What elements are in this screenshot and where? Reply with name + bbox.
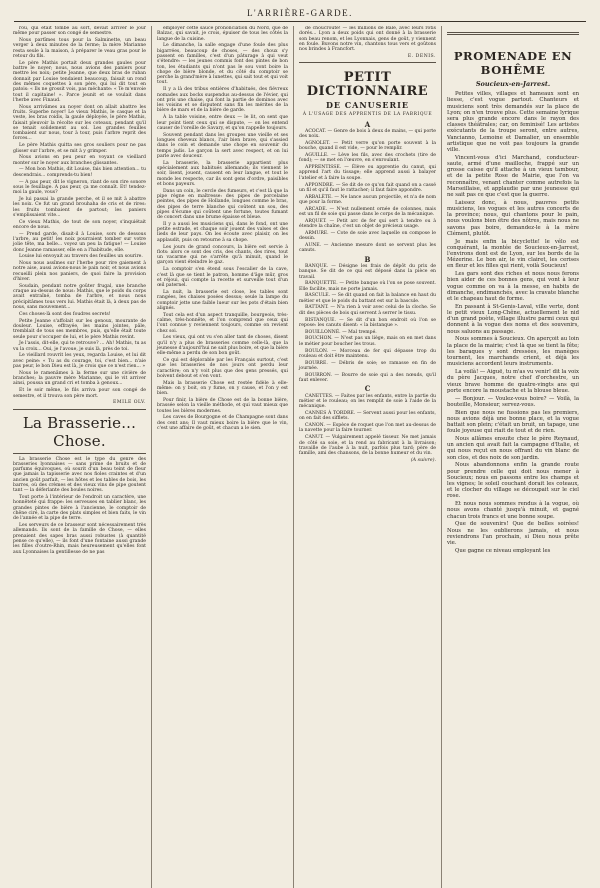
- dictionary-entry: BOURRON. — Bourre de soie qui a des nœuds, qu'il faut enlever.: [299, 372, 436, 384]
- promenade-body: [447, 91, 579, 554]
- dictionary-entry: CANNES À TORDRE. — Servent aussi pour les enfants, on en fait des sifflets.: [299, 411, 436, 422]
- dictionary-entry: ARCADE. — N'est nullement ornée de colonnes, mais est un fil de soie qui passe dans le corps de la mécanique.: [299, 206, 436, 218]
- paragraph: — A pas peur, dit le vigneron, riant de son rire sonore sous le feuillage. A pas peur, ça me connaît. Et! tendez-moi la gaule, vous?: [13, 179, 146, 196]
- paragraph: — Bonjour. — Voulez-vous boire? — Voilà, la bouteille, Monsieur, servez-vous.: [447, 395, 579, 408]
- paragraph: Le dimanche, la salle engage d'une foule des plus bigarrées, beaucoup de choses, — des choux s'y passent en familles, c'est d'un pâturage à qui veut s'étendre: — les jeunes commis font des pintes de bon ton, les étudiants qui n'ont pas le sou vont boire la chope de bière blonde, et du côté du comptoir se perche la grand'mère à lunettes, qui sait tout et qui voit tout.: [157, 43, 288, 86]
- dictionary-entry: APPRENTISSE. — Élève ou apprentie du canut, qui apprend l'art du tissage; elle apprend aussi à balayer l'atelier et à faire la soupe.: [299, 165, 436, 181]
- paragraph: Je l'assis, dit-elle, qui te retrouve? ... Ah! Mathis, tu as vu la croix... Oui, je l'avoue, je suis là, près de toi.: [13, 341, 146, 352]
- paragraph: La brasserie Chose est le type du genre des brasseries lyonnaises — sans prime de bruits et de parfums équivoques, où sourit d'un beau teint de fleur que jamais la tapisserie avec nos fioles craintes et d'un ancien goût parfait, — les hôtes et les tables de bois, les barres, où des crèmes et des vieux vins de pipe goutent tant — la déferlante des boules noires.: [13, 456, 146, 494]
- paragraph: Et nous nous sommes rendus à la vogue, où nous avons chanté jusqu'à minuit, et gagné chacun trois francs et une bonne soupe.: [447, 501, 579, 520]
- paragraph: Nous nous assîmes sur l'herbe pour rire gaiement à notre aise, aussi avions-nous le pain noir, et nous avions recueilli plein nos paniers, de quoi faire la provision d'hiver.: [13, 261, 146, 283]
- dictionary-entry: BANQUETTE. — Petite banque où l'on se pose souvent. Elle facilite, mais ne porte jamais.: [299, 281, 436, 292]
- dictionary-entry: CANUT. — Vulgairement appelé tisseur. Ne met jamais de côté sa soie, et la rend au fabricant à la livraison; travaille de l'aube à la nuit, parfois plus tard; père de famille, ami des chansons, de la bonne humeur et du vin.: [299, 435, 436, 457]
- paragraph: Les serveurs de ce brasseur sont nécessairement très allemands. Ils sont de la famille de Chose, — elles prenaient des sapes bras aussi robustes (à quantité pense ce qu'elle), — ils font d'une fontaine aussi grande les filles d'outre-Rhin, mais heureusement qu'elles font aux Lyonnaises la gentillesse de ne pas: [13, 523, 146, 555]
- paragraph: Il y a là des tribus entières d'habitués, des fiévreux nomades aux bocks suspendus au-dessus de l'évier, qui ont pris une chaise, qui font la partie de dominos avec les voisins et se disputent sans fin les mérites de la bière de mars et de la bière de garde.: [157, 87, 288, 114]
- paragraph: Ce vieux Mathis, de tout de son noyer, s'inquiétait encore de nous.: [13, 219, 146, 230]
- dictionary-letter: A: [364, 119, 371, 129]
- paragraph: Je lui passai la grande perche, et il se mit à abattre les noix. Ce fut un grand brouhaha de cris et de rires: les fruits tombaient de partout; les paniers s'emplissaient vite...: [13, 196, 146, 218]
- paragraph: Petite Jeanne s'affolait sur les genoux, mourante de douleur. Louise, effrayée, les mains jointes, pâle, tremblait de tous ses membres, puis, qu'elle était toute seule pour s'occuper de lui, et le père Mathis revint.: [13, 318, 146, 340]
- paragraph: Petites villes, villages et hameaux sont en liesse, c'est vogue partout. Chanteurs et musiciens sont très demandés sur la place de Lyon; on n'en trouve plus. Cette semaine lyrique sera plus grande encore dans le rayon des classes théâtrales; car, on feminisé! Les artistes exécutants de la troupe seront, entre autres, Vancianno, Lemoine et Damalier, un ensemble artistique que ne voit pas toujours la grande ville.: [447, 91, 579, 154]
- dictionary-entry: AGUILLE. — Lève les fils, avec des crochets (tire de fond); — se met en l'œuvre, en s'enroulant.: [299, 153, 436, 164]
- dictionary-entry: AUNE. — Ancienne mesure dont se servent plus les canuts.: [299, 243, 436, 254]
- dictionary-entry: BANQUE. — Désigne les frais de dépôt du prix de banque. Se dit de ce qui est déposé dans la pièce en travail.: [299, 263, 436, 280]
- paragraph: Les caves de Bourgogne et de Champagne sont dans des cent ans; Il vaut mieux boire la bière que le vin, c'est une affaire de goût, et chacun a le sien.: [157, 415, 288, 432]
- paragraph: — Mon bon Mathis, dit Louise, fais bien attention... tu descendrais... comprends-tu bien!: [13, 167, 146, 178]
- column-1: [8, 26, 152, 888]
- dictionary-entry: ARMURE. — Cote de soie avec laquelle on compose le dessin.: [299, 230, 436, 242]
- paragraph: À la table voisine, entre deux — le lit, on sent que leur point tient ceux qui se dispute, — on les entend causer de l'oreille de Savary, et qu'on rappelle toujours.: [157, 115, 288, 131]
- promenade-subtitle: Soucieux-en-Jarrest.: [475, 80, 551, 88]
- paragraph: Bien que nous ne fussions pas les premiers, nous avions déjà une bonne place, et la vogue battait son plein; c'était un bruit, un tapage, une foule joyeuse qui riait de tout et de rien.: [447, 409, 579, 435]
- column-2: [152, 26, 294, 888]
- paragraph: Nous partîmes tous pour la Salminette, un beau verger à deux minutes de la ferme; la mère Marianne resta seule à la maison, à préparer le veau gras pour le retour du fils.: [13, 38, 146, 59]
- paragraph: La comptoir s'en étend sous l'escalier de la cave, c'est là que se tient le patron, homme d'âge mûr, gros et réjoui, qui compte la recette et surveille tout d'un œil paternel.: [157, 267, 288, 289]
- promenade-title: PROMENADE EN BOHÊME: [453, 49, 573, 77]
- paragraph: Vincent-vous d'ici Marchand, conducteur-saute, armé d'une mailloche, frappé sur un grosse caisse qu'il attache à un vieux tambour, et de la petite Rose de Mairie, que l'on va reconnaître, venant chanter comme autrefois la Marseillaise, et applaudie par une jeunesse qui ne sait pas ce que c'est que la guerre.: [447, 154, 579, 199]
- paragraph: Les vieux, qui ont vu s'en aller tant de choses, disent qu'il n'y a plus de brasseries comme celle-là, que la jeunesse d'aujourd'hui ne sait plus boire, et que la bière elle-même a perdu de son bon goût.: [157, 335, 288, 357]
- dictionary-subline: À L'USAGE DES APPRENTIS DE LA FABRIQUE: [302, 112, 433, 118]
- paragraph: Nous sommes à Soucieux. On aperçoit au loin la place de la mairie; c'est là que se tient la fête; les baraques y sont dressées, les manèges tournent, les marchands crient, et déjà les musiciens accordent leurs instruments.: [447, 336, 579, 368]
- dictionary-entry: CANON. — Espèce de roquet que l'on met au-dessus de la navette pour la faire tourner.: [299, 423, 436, 434]
- paragraph: Nous abandonnons enfin la grande route pour prendre celle qui doit nous mener à Soucieux; nous en passons entre les champs et les vignes; le soleil couchant dorait les coteaux, et le clocher du village se découpait sur le ciel rose.: [447, 462, 579, 500]
- masthead: L'ARRIÈRE-GARDE.: [14, 4, 586, 22]
- dictionary-letter: C: [364, 384, 371, 394]
- paragraph: En passant à St-Genis-Laval, ville verte, dont le petit vieux Long-Chêne, actuellement le nid d'un grand poète, village illustre parmi ceux qui donnent à la vogue des noms et des souvenirs, nous saluons au passage.: [447, 303, 579, 335]
- paragraph: Mais la brasserie Chose est restée fidèle à elle-même: on y boit, on y fume, on y cause, et l'on y est bien.: [157, 380, 288, 397]
- dictionary-entry: CANETTES. — Faites par les enfants, entre la partie du métier et le rouleau; on les remplit de soie à l'aide de la mécanique.: [299, 393, 436, 410]
- paragraph: Il y a aussi les musiciens qui, dans le fond, ont une petite estrade, et chaque soir jouent des valses et des lieds de leur pays. On les écoute avec plaisir, on les applaudit, puis on retourne à sa chope.: [157, 221, 288, 243]
- paragraph: Dans un coin, le cercle des fumeurs, et c'est là que la pipe règne en maîtresse: des pipes de porcelaine peintes, des pipes de Hollande, longues comme le bras, des pipes de terre blanche qui coûtent un sou, des pipes d'écume qui coûtent une fortune, toutes fumant de concert dans une brume épaisse et bleue.: [157, 188, 288, 221]
- dictionary-entry: BOUCHON. — N'est pas un liège, mais on en met dans le métier pour boucher les trous.: [299, 336, 436, 347]
- dictionary-entry: BATTANT. — N'a rien à voir avec celui de la cloche. Se dit des pièces de bois qui servent à serrer le tissu.: [299, 305, 436, 316]
- divider: [447, 32, 579, 35]
- paragraph: Que gagne ce niveau employant les: [455, 547, 551, 554]
- paragraph: Nous arrivâmes au noyer dont on allait abattre les fruits. Superbe noyer! Le vieux Mathis, le casque et la veste, les bras roidis, la gaule déployée, le père Mathis, faisait pleuvoir la récolte sur les coteaux, pendant qu'il se tenait solidement au sol. Les grandes feuilles tombaient sur nous, tour à tour, puis l'arbre reprit des forces...: [13, 104, 146, 142]
- paragraph: Nous allâmes ensuite chez le père Reynaud, un ancien qui avait fait la campagne d'Italie, et qui nous reçut en nous offrant du vin blanc de son clos, et des noix de son jardin.: [447, 435, 579, 461]
- paragraph: Laissez donc, à nous, pauvres petits musiciens, les vogues et les autres concerts de la province; nous, qui chantons pour le pain, nous voulons bien être des nôtres, mais nous ne savons pas boire, demandez-le à la mère Clément, plutôt.: [447, 199, 579, 237]
- paragraph: Les jours de grand concours, la bière est servie à flots: alors ce sont des cris, des chants, des rires, tout un vacarme qui ne s'arrête qu'à minuit, quand le garçon vient éteindre le gaz.: [157, 244, 288, 266]
- paragraph: Ces choses-là sont des foudres secrets!: [19, 311, 111, 317]
- paragraph: Le père Mathis portait deux grandes gaules pour battre le noyer; nous, nous avions des paniers pour mettre les noix; petite Jeanne, que deux bras de ruban donnait par Louise tendaient beaucoup, faisait un rond des mêmes coquettes à son père, qui lui dit tout en patois: « Ils ne grossit vois, pas méchante: « Te m'envoie tout il capitaine! ». Parce jeunit et se voulait dans l'herbe avec Finaud.: [13, 60, 146, 103]
- dictionary-letter: B: [364, 254, 371, 264]
- story-signature: EMILE OLV.: [113, 400, 146, 406]
- columns: [8, 26, 592, 888]
- paragraph: La brasserie, la brasserie appartient plus spécialement aux habitués allemands; ils viennent le soir, lisent, jouent, causent en leur langue, et tout le monde les respecte, car ils sont gens d'ordre, paisibles et bons payeurs.: [157, 160, 288, 187]
- paragraph: employer cette sauce prononciation du Nord, que de Balzac, qui savait, je crois, épuiser de tous les côtés la langue de la cuisine.: [157, 26, 288, 42]
- paragraph: Tout porte à l'intérieur de l'endroit un caractère, une honnêteté qui frappe: les serveuses en tablier blanc, les grandes pintes de bière à l'ancienne, le comptoir de chêne ciré, la carte des plats simples et bien faits, le vin de l'année et la pipe de terre.: [13, 495, 146, 522]
- paragraph: Souvent pendant dans les groupes une vieille et ses longues cheveux blancs, l'air bien brave, qui s'assied dans le coin et demande une chope en souvenir du temps jadis. Le garçon la sert avec respect, et on lui parle avec douceur.: [157, 132, 288, 159]
- paragraph: Le père Mathis quitta ses gros souliers pour ne pas glisser sur l'arbre, et se mit à y grimper.: [13, 143, 146, 154]
- paragraph: La voilà! — Aiguë, tu m'as vu venir! dit la voix du père Jacques, notre chef d'orchestre, un vieux brave homme de quatre-vingts ans qui porte encore la moustache et la blouse bleue.: [447, 369, 579, 394]
- brasserie-continued: [157, 26, 288, 431]
- dictionary-entry: AGNOLET. — Petit verre qu'on porte souvent à la bouche, quand il est vide, — pour le remplir.: [299, 140, 436, 152]
- lead-signature: E. DENIS.: [407, 53, 436, 59]
- dictionary-title: PETIT DICTIONNAIRE: [306, 70, 429, 100]
- divider: [299, 62, 436, 63]
- dictionary-entry: BISTANQUE. — Se dit d'un bon endroit où l'on se repose: les canuts disent: « la bistanque ».: [299, 317, 436, 328]
- dictionary-entry: ARQUET. — Petit arc de fer qui sert à tendre ou à étendre la chaîne, c'est un objet de précieux usage.: [299, 218, 436, 230]
- dictionary-entry: ARBALÈTE. — Ne lance aucun projectile, et n'a de nom que pour la forme.: [299, 194, 436, 205]
- dictionary-entry: BOURRE. — Débris de soie; se ramasse en fin de journée.: [299, 360, 436, 371]
- paragraph: Louise lui envoyait au travers des feuilles un sourire.: [19, 254, 143, 260]
- paragraph: Ce qui est déplorable par les Français surtout, c'est que les brasseries de nos jours ont perdu leur caractère; on n'y voit plus que des gens pressés, qui boivent debout et s'en vont.: [157, 358, 288, 379]
- column-4: [442, 26, 584, 888]
- paragraph: La nuit, la brasserie est close, les tables sont rangées, les chaises posées dessus; seule la lampe du comptoir jette une faible lueur sur les pots d'étain bien alignés.: [157, 289, 288, 311]
- divider: [13, 453, 146, 454]
- dictionary-entry: BASCULE. — Se dit quand on fait la balance en haut du métier et que le poids du battant est sur la bascule.: [299, 293, 436, 304]
- dictionary-subtitle: DE CANUSERIE: [325, 100, 410, 111]
- divider: [13, 409, 146, 410]
- lead-paragraph: de choucroute! — les millions de Bâle, avec leurs rôtis dorés... Lyon a deux poids qui ont donné à la brasserie son beau renom, et les Lyonnais, gens de goût, y viennent en foule. Buvons notre vin, chantons tous vers et goûtons nos brindes à Francfort.: [299, 26, 436, 53]
- paragraph: — Prend garde, disait-il à Louise, sors de dessous l'arbre, au petit! les noix pourraient tomber sur votre jolie tête, ma belle... voyez un peu la fatigue! — Louise donc Jeanne ramasser, elle en a l'habitude, elle.: [13, 231, 146, 253]
- dictionary-entry: ACOCAT. — Genre de bois à deux de mains, — qui porte des noix.: [299, 128, 436, 140]
- dictionary-entry: APPONDRE. — Se dit de ce qu'on fait quand on a cassé un fil et qu'il faut le rattacher; il faut faire appondre.: [299, 182, 436, 193]
- paragraph: Le vieillard rouvrit les yeux, regarda Louise, et lui dit avec peine: « Tu as du courage, toi, c'est bien... n'aie pas peur, le bon Dieu est là, je crois que ce n'est rien... »: [13, 353, 146, 370]
- paragraph: Je mais enfin la bicyclette! le vélo est conquérant, la montée de Soucieux-en-Jarrest, l'environs dont est de Lyon, sur les bords de la Mézerine. Le bon air, le vin clairet, les cerises en fleur et les filles qui rient, voilà Soucieux!: [447, 238, 579, 270]
- paragraph: Nous le ramenâmes à la ferme sur une civière de branches; la pauvre mère Marianne, qui le vit arriver ainsi, poussa un grand cri et tomba à genoux...: [13, 370, 146, 387]
- paragraph: Nous avions en peu peur en voyant ce vieillard monter sur le noyer aux branches glissantes.: [13, 155, 146, 166]
- brasserie-title: La Brasserie... Chose.: [22, 413, 137, 450]
- dictionary-entries: [299, 119, 436, 457]
- paragraph: Et le soir même, le fils arriva pour son congé de semestre, et il trouva son père mort.: [13, 388, 146, 399]
- paragraph: rou, qui était tombé au sort, devait arriver le jour même pour passer son congé de semestre.: [13, 26, 146, 37]
- paragraph: Les gars sont des riches et nous nous ferons bien aider de ces bonnes gens, qui vont à leur vogue comme on va à la messe, en habits de dimanche, endimanchés, avec la cravate blanche et le chapeau haut de forme.: [447, 271, 579, 303]
- paragraph: Tout cela est d'un aspect tranquille, bourgeois, très-calme, très-honnête, et l'on comprend que ceux qui l'ont connue y reviennent toujours, comme on revient chez soi.: [157, 312, 288, 334]
- brasserie-body: [13, 457, 146, 555]
- dictionary-entry: BOUILLONNÉ. — Mal trempé.: [305, 329, 377, 335]
- dictionary-entry: BOULON. — Morceau de fer qui dépasse trop du rouleau et doit être maintenu.: [299, 348, 436, 359]
- column-3: [294, 26, 442, 888]
- paragraph: Que de souvenirs! Que de belles soirées! Nous ne les oublierons jamais, et nous reviendrons l'an prochain, si Dieu nous prête vie.: [447, 521, 579, 546]
- story-body: [13, 26, 146, 399]
- to-be-continued: (A suivre).: [410, 458, 436, 464]
- paragraph: Soudain, pendant notre goûter frugal, une branche craque au-dessus de nous: Mathis, que le poids du corps avait entraîné, tomba de l'arbre, et nous nous précipitâmes tous vers lui. Mathis était là, à deux pas de nous, sans mouvement...: [13, 283, 146, 311]
- paragraph: Pour finir, la bière de Chose est de la bonne bière, brassée selon la vieille méthode, et qui vaut mieux que toutes les bières modernes.: [157, 398, 288, 414]
